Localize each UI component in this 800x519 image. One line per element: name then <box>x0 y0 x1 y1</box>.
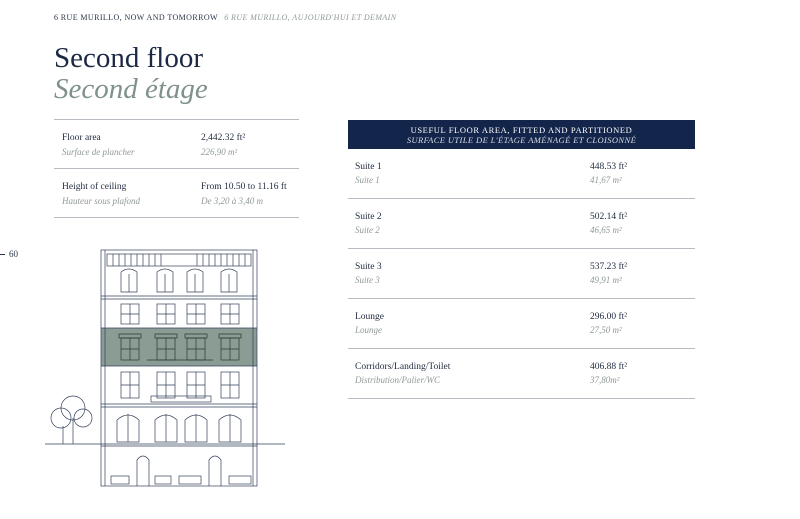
spec-label: Floor area <box>62 133 101 143</box>
row-label: Corridors/Landing/Toilet <box>355 362 451 372</box>
building-facade-drawing <box>45 246 290 488</box>
row-label: Suite 3 <box>355 262 382 272</box>
row-value: 502.14 ft² <box>590 212 628 222</box>
table-row <box>348 349 695 399</box>
running-header <box>54 13 396 22</box>
row-label-fr: Distribution/Palier/WC <box>355 375 441 385</box>
row-value-fr: 27,50 m² <box>590 325 622 335</box>
basement-doors <box>111 456 251 486</box>
row-label: Lounge <box>355 312 385 322</box>
row-value: 296.00 ft² <box>590 312 628 322</box>
page-number <box>0 249 18 259</box>
spec-value: From 10.50 to 11.16 ft <box>201 182 287 192</box>
spec-value-fr: De 3,20 à 3,40 m <box>201 196 263 206</box>
spec-list <box>54 119 299 218</box>
table-row <box>348 299 695 349</box>
building-outline <box>101 250 257 486</box>
dormer-windows <box>121 269 237 292</box>
row-value: 537.23 ft² <box>590 262 628 272</box>
row-label: Suite 2 <box>355 212 382 222</box>
header-fr: 6 RUE MURILLO, AUJOURD'HUI ET DEMAIN <box>224 13 397 22</box>
page-number-rule <box>0 254 5 255</box>
row-label-fr: Suite 1 <box>355 175 380 185</box>
spec-row-floor-area <box>54 119 299 168</box>
third-floor-windows <box>121 304 239 324</box>
page-title-fr: Second étage <box>54 73 208 105</box>
row-label: Suite 1 <box>355 162 382 172</box>
row-value-fr: 37,80m² <box>590 375 620 385</box>
table-row <box>348 149 695 199</box>
spec-value-fr: 226,90 m² <box>201 147 238 157</box>
header-en: 6 RUE MURILLO, NOW AND TOMORROW <box>54 13 218 22</box>
row-label-fr: Lounge <box>355 325 382 335</box>
row-value-fr: 46,65 m² <box>590 225 622 235</box>
table-row <box>348 249 695 299</box>
table-header-en: USEFUL FLOOR AREA, FITTED AND PARTITIONED <box>410 125 633 135</box>
row-value: 448.53 ft² <box>590 162 628 172</box>
table-header <box>348 120 695 149</box>
roof-balusters <box>113 254 245 266</box>
floor-area-table <box>348 120 695 399</box>
spec-label: Height of ceiling <box>62 182 127 192</box>
page-title: Second floor <box>54 42 203 74</box>
row-label-fr: Suite 2 <box>355 225 380 235</box>
roof-balustrade <box>107 254 251 266</box>
page-number-text: 60 <box>9 249 18 259</box>
tree-drawing <box>51 396 92 444</box>
row-value: 406.88 ft² <box>590 362 628 372</box>
spec-label-fr: Hauteur sous plafond <box>62 196 141 206</box>
table-header-fr: SURFACE UTILE DE L'ÉTAGE AMÉNAGÉ ET CLOISONNÉ <box>406 135 637 145</box>
first-floor-windows <box>121 372 239 402</box>
spec-value: 2,442.32 ft² <box>201 133 246 143</box>
table-row <box>348 199 695 249</box>
spec-label-fr: Surface de plancher <box>62 147 135 157</box>
ground-floor-arches <box>117 414 241 442</box>
row-value-fr: 49,91 m² <box>590 275 622 285</box>
row-label-fr: Suite 3 <box>355 275 380 285</box>
row-value-fr: 41,67 m² <box>590 175 622 185</box>
spec-row-ceiling-height <box>54 168 299 218</box>
